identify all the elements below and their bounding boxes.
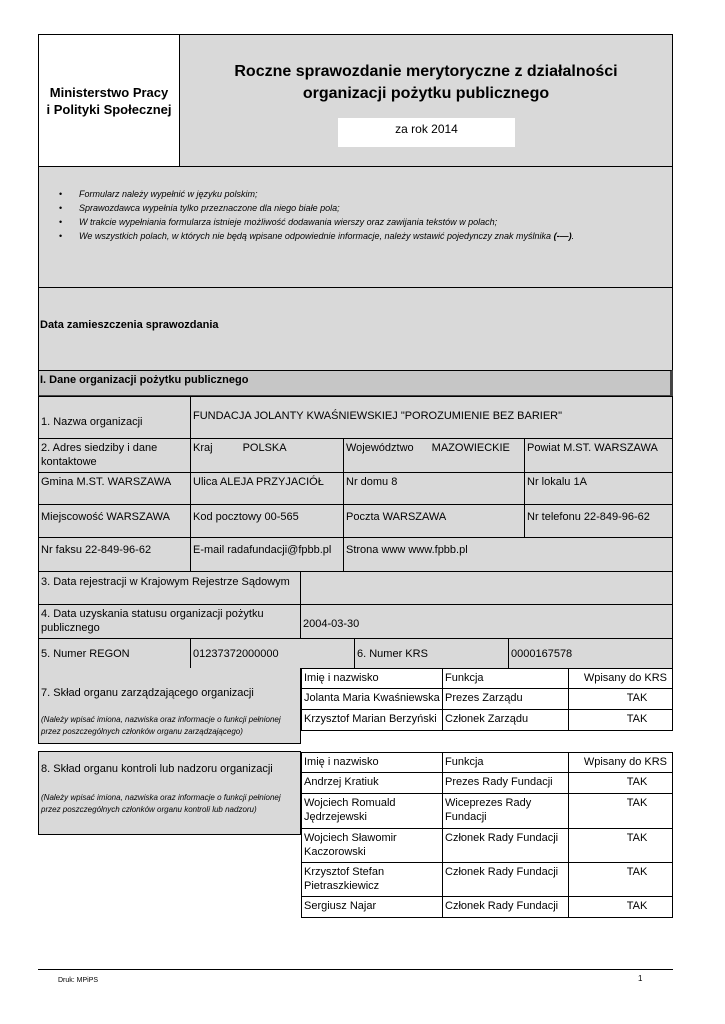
publication-date-label: Data zamieszczenia sprawozdania (40, 319, 219, 331)
phone-field[interactable]: Nr telefonu 22-849-96-62 (525, 505, 673, 538)
apartment-number-field[interactable]: Nr lokalu 1A (525, 473, 673, 505)
supervisory-member-function[interactable]: Prezes Rady Fundacji (443, 773, 569, 794)
form-title-line-2: organizacji pożytku publicznego (302, 85, 550, 102)
board-member-function[interactable]: Prezes Zarządu (443, 689, 569, 710)
supervisory-header-function: Funkcja (443, 753, 569, 773)
supervisory-note: (Należy wpisać imiona, nazwiska oraz informacje o funkcji pełnionej przez poszczególnych członków organu kontroli lub nadzoru) (41, 793, 281, 814)
board-note: (Należy wpisać imiona, nazwiska oraz informacje o funkcji pełnionej przez poszczególnych członków organu zarządzającego) (41, 715, 281, 736)
house-number-field[interactable]: Nr domu 8 (344, 473, 525, 505)
supervisory-table (301, 752, 673, 918)
supervisory-member-krs[interactable]: TAK (569, 794, 673, 829)
supervisory-member-krs[interactable]: TAK (569, 773, 673, 794)
street-field[interactable]: Ulica ALEJA PRZYJACIÓŁ (191, 473, 344, 505)
krs-number-label: 6. Numer KRS (355, 639, 509, 669)
krs-registration-value[interactable] (301, 572, 673, 605)
supervisory-member-krs[interactable]: TAK (569, 863, 673, 897)
supervisory-member-krs[interactable]: TAK (569, 897, 673, 918)
supervisory-header-krs: Wpisany do KRS (569, 753, 673, 773)
board-member-krs[interactable]: TAK (569, 710, 673, 731)
instruction-item: • Formularz należy wypełnić w języku polskim; (79, 187, 672, 201)
fax-field[interactable]: Nr faksu 22-849-96-62 (39, 538, 191, 572)
supervisory-label-box (38, 751, 301, 835)
instruction-item: • Sprawozdawca wypełnia tylko przeznaczone dla niego białe pola; (79, 201, 672, 215)
supervisory-member-krs[interactable]: TAK (569, 829, 673, 863)
instruction-item: • We wszystkich polach, w których nie będą wpisane odpowiednie informacje, należy wstawić pojedynczy znak myślnika (-—). (79, 229, 672, 243)
regon-value[interactable]: 01237372000000 (191, 639, 355, 669)
opp-status-value[interactable]: 2004-03-30 (301, 605, 673, 639)
board-header-name: Imię i nazwisko (302, 669, 443, 689)
supervisory-label: 8. Skład organu kontroli lub nadzoru organizacji (41, 763, 273, 775)
board-member-name[interactable]: Krzysztof Marian Berzyński (302, 710, 443, 731)
board-member-function[interactable]: Członek Zarządu (443, 710, 569, 731)
supervisory-member-name[interactable]: Wojciech Romuald Jędrzejewski (302, 794, 443, 829)
board-header-krs: Wpisany do KRS (569, 669, 673, 689)
supervisory-member-name[interactable]: Wojciech Sławomir Kaczorowski (302, 829, 443, 863)
board-table (301, 668, 673, 731)
org-table (38, 396, 673, 668)
supervisory-member-name[interactable]: Andrzej Kratiuk (302, 773, 443, 794)
board-header-function: Funkcja (443, 669, 569, 689)
voivodeship-field[interactable]: Województwo MAZOWIECKIE (344, 439, 525, 473)
postal-code-field[interactable]: Kod pocztowy 00-565 (191, 505, 344, 538)
supervisory-member-function[interactable]: Wiceprezes Rady Fundacji (443, 794, 569, 829)
supervisory-member-function[interactable]: Członek Rady Fundacji (443, 829, 569, 863)
supervisory-member-function[interactable]: Członek Rady Fundacji (443, 863, 569, 897)
org-name-value[interactable]: FUNDACJA JOLANTY KWAŚNIEWSKIEJ "POROZUMIENIE BEZ BARIER" (191, 397, 673, 439)
county-field[interactable]: Powiat M.ST. WARSZAWA (525, 439, 673, 473)
supervisory-header-name: Imię i nazwisko (302, 753, 443, 773)
supervisory-member-name[interactable]: Sergiusz Najar (302, 897, 443, 918)
footer-print-label: Druk: MPiPS (58, 977, 99, 984)
supervisory-member-name[interactable]: Krzysztof Stefan Pietraszkiewicz (302, 863, 443, 897)
opp-status-label: 4. Data uzyskania statusu organizacji pożytku publicznego (39, 605, 301, 639)
post-office-field[interactable]: Poczta WARSZAWA (344, 505, 525, 538)
address-label: 2. Adres siedziby i dane kontaktowe (39, 439, 191, 473)
krs-number-value[interactable]: 0000167578 (509, 639, 673, 669)
city-field[interactable]: Miejscowość WARSZAWA (39, 505, 191, 538)
website-field[interactable]: Strona www www.fpbb.pl (344, 538, 673, 572)
board-member-name[interactable]: Jolanta Maria Kwaśniewska (302, 689, 443, 710)
board-member-krs[interactable]: TAK (569, 689, 673, 710)
page-number: 1 (638, 974, 643, 983)
country-field[interactable]: Kraj POLSKA (191, 439, 344, 473)
form-title-line-1: Roczne sprawozdanie merytoryczne z działalności (234, 63, 618, 80)
instructions-box (38, 166, 673, 288)
instruction-item: • W trakcie wypełniania formularza istnieje możliwość dodawania wierszy oraz zawijania tekstów w polach; (79, 215, 672, 229)
krs-registration-label: 3. Data rejestracji w Krajowym Rejestrze Sądowym (39, 572, 301, 605)
year-field[interactable]: za rok 2014 (338, 118, 515, 147)
title-block (180, 35, 672, 107)
footer-rule (38, 969, 673, 970)
regon-label: 5. Numer REGON (39, 639, 191, 669)
email-field[interactable]: E-mail radafundacji@fpbb.pl (191, 538, 344, 572)
board-label-box (38, 668, 301, 744)
org-name-label: 1. Nazwa organizacji (39, 397, 191, 439)
supervisory-member-function[interactable]: Członek Rady Fundacji (443, 897, 569, 918)
municipality-field[interactable]: Gmina M.ST. WARSZAWA (39, 473, 191, 505)
ministry-name: Ministerstwo Pracy i Polityki Społecznej (39, 35, 180, 166)
section-1-title: I. Dane organizacji pożytku publicznego (40, 374, 249, 386)
board-label: 7. Skład organu zarządzającego organizacji (41, 687, 254, 699)
